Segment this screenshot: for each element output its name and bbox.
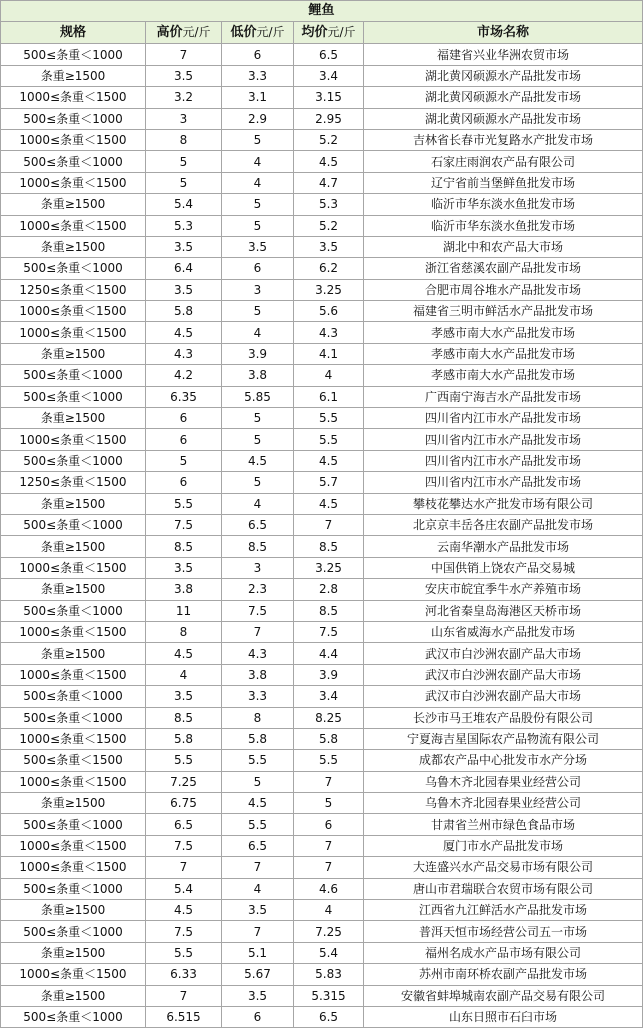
cell-avg-price: 5.3 (294, 194, 364, 215)
table-row (1, 129, 643, 150)
cell-low-price: 7 (222, 857, 294, 878)
table-row (1, 771, 643, 792)
cell-market-name: 四川省内江市水产品批发市场 (364, 408, 643, 429)
cell-avg-price: 4.6 (294, 878, 364, 899)
table-row (1, 579, 643, 600)
cell-avg-price: 7.25 (294, 921, 364, 942)
table-row (1, 365, 643, 386)
header-avg-price: 均价元/斤 (294, 22, 364, 44)
cell-avg-price: 5 (294, 793, 364, 814)
cell-avg-price: 6.5 (294, 44, 364, 65)
cell-high-price: 8 (146, 129, 222, 150)
table-body (1, 44, 643, 1028)
cell-high-price: 11 (146, 600, 222, 621)
cell-low-price: 5 (222, 301, 294, 322)
cell-avg-price: 6.2 (294, 258, 364, 279)
cell-spec: 条重≥1500 (1, 579, 146, 600)
cell-market-name: 厦门市水产品批发市场 (364, 835, 643, 856)
cell-spec: 条重≥1500 (1, 793, 146, 814)
cell-avg-price: 4 (294, 365, 364, 386)
cell-spec: 条重≥1500 (1, 900, 146, 921)
cell-low-price: 4.5 (222, 450, 294, 471)
cell-high-price: 5.4 (146, 878, 222, 899)
cell-low-price: 5.85 (222, 386, 294, 407)
cell-avg-price: 4 (294, 900, 364, 921)
cell-spec: 1000≤条重＜1500 (1, 322, 146, 343)
cell-high-price: 3.5 (146, 557, 222, 578)
cell-high-price: 7 (146, 44, 222, 65)
cell-high-price: 3.5 (146, 279, 222, 300)
table-row (1, 236, 643, 257)
cell-spec: 条重≥1500 (1, 194, 146, 215)
cell-high-price: 5.8 (146, 301, 222, 322)
cell-market-name: 浙江省慈溪农副产品批发市场 (364, 258, 643, 279)
cell-high-price: 5.3 (146, 215, 222, 236)
table-row (1, 493, 643, 514)
table-row (1, 450, 643, 471)
cell-market-name: 孝感市南大水产品批发市场 (364, 322, 643, 343)
cell-high-price: 3.8 (146, 579, 222, 600)
header-high-price: 高价元/斤 (146, 22, 222, 44)
cell-market-name: 安庆市皖宜季牛水产养殖市场 (364, 579, 643, 600)
cell-avg-price: 3.4 (294, 65, 364, 86)
header-row (1, 22, 643, 44)
cell-high-price: 8.5 (146, 707, 222, 728)
cell-spec: 条重≥1500 (1, 536, 146, 557)
cell-market-name: 四川省内江市水产品批发市场 (364, 450, 643, 471)
table-row (1, 707, 643, 728)
cell-market-name: 合肥市周谷堆水产品批发市场 (364, 279, 643, 300)
cell-spec: 500≤条重＜1000 (1, 600, 146, 621)
cell-market-name: 吉林省长春市光复路水产批发市场 (364, 129, 643, 150)
table-row (1, 942, 643, 963)
cell-market-name: 普洱天恒市场经营公司五一市场 (364, 921, 643, 942)
cell-avg-price: 8.25 (294, 707, 364, 728)
cell-market-name: 大连盛兴水产品交易市场有限公司 (364, 857, 643, 878)
table-row (1, 215, 643, 236)
cell-market-name: 四川省内江市水产品批发市场 (364, 472, 643, 493)
cell-high-price: 3 (146, 108, 222, 129)
table-row (1, 429, 643, 450)
table-row (1, 664, 643, 685)
cell-spec: 500≤条重＜1000 (1, 151, 146, 172)
cell-low-price: 4 (222, 493, 294, 514)
cell-market-name: 甘肃省兰州市绿色食品市场 (364, 814, 643, 835)
cell-spec: 条重≥1500 (1, 343, 146, 364)
cell-low-price: 5 (222, 472, 294, 493)
cell-spec: 500≤条重＜1000 (1, 258, 146, 279)
table-row (1, 258, 643, 279)
cell-avg-price: 7 (294, 514, 364, 535)
cell-high-price: 3.2 (146, 87, 222, 108)
cell-market-name: 乌鲁木齐北园春果业经营公司 (364, 771, 643, 792)
cell-spec: 500≤条重＜1000 (1, 686, 146, 707)
cell-low-price: 3.8 (222, 664, 294, 685)
table-row (1, 343, 643, 364)
cell-low-price: 4 (222, 878, 294, 899)
cell-high-price: 5.5 (146, 942, 222, 963)
cell-avg-price: 4.3 (294, 322, 364, 343)
cell-low-price: 4.3 (222, 643, 294, 664)
table-row (1, 87, 643, 108)
table-row (1, 878, 643, 899)
cell-market-name: 湖北黄冈硕源水产品批发市场 (364, 65, 643, 86)
table-row (1, 301, 643, 322)
cell-low-price: 3.3 (222, 686, 294, 707)
table-row (1, 65, 643, 86)
cell-low-price: 5 (222, 408, 294, 429)
table-row (1, 172, 643, 193)
cell-avg-price: 8.5 (294, 536, 364, 557)
cell-spec: 条重≥1500 (1, 643, 146, 664)
cell-spec: 1000≤条重＜1500 (1, 771, 146, 792)
cell-avg-price: 4.4 (294, 643, 364, 664)
cell-high-price: 6 (146, 472, 222, 493)
cell-high-price: 3.5 (146, 686, 222, 707)
cell-avg-price: 5.4 (294, 942, 364, 963)
cell-market-name: 唐山市君瑞联合农贸市场有限公司 (364, 878, 643, 899)
cell-low-price: 8.5 (222, 536, 294, 557)
header-low-price: 低价元/斤 (222, 22, 294, 44)
cell-spec: 条重≥1500 (1, 493, 146, 514)
cell-spec: 500≤条重＜1000 (1, 878, 146, 899)
cell-high-price: 6 (146, 408, 222, 429)
cell-low-price: 3.9 (222, 343, 294, 364)
cell-spec: 条重≥1500 (1, 985, 146, 1006)
cell-avg-price: 3.15 (294, 87, 364, 108)
cell-spec: 500≤条重＜1000 (1, 1006, 146, 1027)
cell-market-name: 临沂市华东淡水鱼批发市场 (364, 215, 643, 236)
table-row (1, 728, 643, 749)
cell-spec: 条重≥1500 (1, 408, 146, 429)
cell-avg-price: 5.2 (294, 129, 364, 150)
cell-market-name: 长沙市马王堆农产品股份有限公司 (364, 707, 643, 728)
cell-high-price: 7 (146, 985, 222, 1006)
cell-low-price: 3.5 (222, 236, 294, 257)
cell-market-name: 福建省兴业华洲农贸市场 (364, 44, 643, 65)
cell-spec: 500≤条重＜1000 (1, 450, 146, 471)
cell-low-price: 3.5 (222, 900, 294, 921)
cell-avg-price: 3.4 (294, 686, 364, 707)
cell-market-name: 湖北中和农产品大市场 (364, 236, 643, 257)
table-row (1, 985, 643, 1006)
cell-low-price: 2.9 (222, 108, 294, 129)
table-row (1, 964, 643, 985)
cell-high-price: 6.35 (146, 386, 222, 407)
cell-high-price: 6.75 (146, 793, 222, 814)
cell-low-price: 2.3 (222, 579, 294, 600)
cell-spec: 1250≤条重＜1500 (1, 279, 146, 300)
cell-high-price: 4.2 (146, 365, 222, 386)
cell-spec: 条重≥1500 (1, 65, 146, 86)
cell-low-price: 3.8 (222, 365, 294, 386)
cell-low-price: 3.5 (222, 985, 294, 1006)
table-head (1, 1, 643, 44)
table-row (1, 44, 643, 65)
cell-spec: 1000≤条重＜1500 (1, 728, 146, 749)
cell-high-price: 6.5 (146, 814, 222, 835)
cell-spec: 500≤条重＜1000 (1, 108, 146, 129)
cell-market-name: 福州名成水产品市场有限公司 (364, 942, 643, 963)
cell-spec: 500≤条重＜1000 (1, 44, 146, 65)
cell-spec: 1000≤条重＜1500 (1, 621, 146, 642)
cell-high-price: 6 (146, 429, 222, 450)
cell-avg-price: 6.5 (294, 1006, 364, 1027)
cell-high-price: 5.5 (146, 750, 222, 771)
cell-spec: 1000≤条重＜1500 (1, 215, 146, 236)
table-row (1, 835, 643, 856)
cell-market-name: 中国供销上饶农产品交易城 (364, 557, 643, 578)
table-row (1, 279, 643, 300)
cell-high-price: 4 (146, 664, 222, 685)
cell-avg-price: 3.5 (294, 236, 364, 257)
cell-market-name: 山东省威海水产品批发市场 (364, 621, 643, 642)
cell-low-price: 3.1 (222, 87, 294, 108)
table-row (1, 322, 643, 343)
cell-market-name: 山东日照市石臼市场 (364, 1006, 643, 1027)
cell-high-price: 7.5 (146, 921, 222, 942)
cell-spec: 500≤条重＜1500 (1, 750, 146, 771)
cell-low-price: 5.1 (222, 942, 294, 963)
cell-spec: 1000≤条重＜1500 (1, 87, 146, 108)
cell-avg-price: 7 (294, 857, 364, 878)
table-row (1, 621, 643, 642)
cell-market-name: 广西南宁海吉水产品批发市场 (364, 386, 643, 407)
cell-market-name: 福建省三明市鲜活水产品批发市场 (364, 301, 643, 322)
cell-low-price: 5.8 (222, 728, 294, 749)
cell-avg-price: 2.95 (294, 108, 364, 129)
cell-low-price: 4 (222, 322, 294, 343)
cell-high-price: 8.5 (146, 536, 222, 557)
table-title: 鲤鱼 (1, 1, 643, 22)
table-row (1, 108, 643, 129)
cell-market-name: 临沂市华东淡水鱼批发市场 (364, 194, 643, 215)
cell-high-price: 5.8 (146, 728, 222, 749)
cell-high-price: 4.5 (146, 643, 222, 664)
cell-high-price: 3.5 (146, 236, 222, 257)
cell-avg-price: 5.2 (294, 215, 364, 236)
cell-market-name: 湖北黄冈硕源水产品批发市场 (364, 108, 643, 129)
cell-market-name: 武汉市白沙洲农副产品大市场 (364, 664, 643, 685)
cell-avg-price: 4.5 (294, 450, 364, 471)
cell-spec: 1000≤条重＜1500 (1, 664, 146, 685)
cell-market-name: 宁夏海吉星国际农产品物流有限公司 (364, 728, 643, 749)
table-row (1, 750, 643, 771)
cell-low-price: 3 (222, 557, 294, 578)
table-row (1, 472, 643, 493)
cell-spec: 1250≤条重＜1500 (1, 472, 146, 493)
cell-avg-price: 4.5 (294, 493, 364, 514)
cell-high-price: 7.25 (146, 771, 222, 792)
cell-market-name: 云南华潮水产品批发市场 (364, 536, 643, 557)
cell-high-price: 5.4 (146, 194, 222, 215)
header-spec: 规格 (1, 22, 146, 44)
cell-spec: 1000≤条重＜1500 (1, 129, 146, 150)
table-row (1, 600, 643, 621)
cell-high-price: 7.5 (146, 835, 222, 856)
cell-avg-price: 7.5 (294, 621, 364, 642)
cell-avg-price: 6.1 (294, 386, 364, 407)
cell-avg-price: 5.7 (294, 472, 364, 493)
cell-low-price: 4.5 (222, 793, 294, 814)
cell-avg-price: 6 (294, 814, 364, 835)
header-market-name: 市场名称 (364, 22, 643, 44)
cell-low-price: 7.5 (222, 600, 294, 621)
cell-low-price: 8 (222, 707, 294, 728)
cell-high-price: 6.515 (146, 1006, 222, 1027)
cell-avg-price: 5.315 (294, 985, 364, 1006)
cell-avg-price: 5.5 (294, 408, 364, 429)
cell-spec: 1000≤条重＜1500 (1, 964, 146, 985)
cell-high-price: 5 (146, 151, 222, 172)
cell-low-price: 5 (222, 129, 294, 150)
cell-market-name: 孝感市南大水产品批发市场 (364, 365, 643, 386)
cell-low-price: 5 (222, 771, 294, 792)
table-row (1, 686, 643, 707)
cell-market-name: 乌鲁木齐北园春果业经营公司 (364, 793, 643, 814)
cell-market-name: 湖北黄冈硕源水产品批发市场 (364, 87, 643, 108)
cell-low-price: 5.67 (222, 964, 294, 985)
cell-market-name: 攀枝花攀达水产批发市场有限公司 (364, 493, 643, 514)
cell-market-name: 江西省九江鲜活水产品批发市场 (364, 900, 643, 921)
cell-low-price: 5 (222, 215, 294, 236)
table-row (1, 1006, 643, 1027)
cell-market-name: 北京京丰岳各庄农副产品批发市场 (364, 514, 643, 535)
table-row (1, 151, 643, 172)
cell-spec: 条重≥1500 (1, 942, 146, 963)
cell-spec: 1000≤条重＜1500 (1, 857, 146, 878)
cell-market-name: 安徽省蚌埠城南农副产品交易有限公司 (364, 985, 643, 1006)
cell-spec: 1000≤条重＜1500 (1, 172, 146, 193)
cell-avg-price: 3.9 (294, 664, 364, 685)
cell-avg-price: 4.5 (294, 151, 364, 172)
cell-spec: 1000≤条重＜1500 (1, 835, 146, 856)
table-row (1, 536, 643, 557)
cell-market-name: 四川省内江市水产品批发市场 (364, 429, 643, 450)
table-row (1, 514, 643, 535)
cell-low-price: 4 (222, 151, 294, 172)
cell-avg-price: 5.83 (294, 964, 364, 985)
cell-high-price: 7.5 (146, 514, 222, 535)
cell-avg-price: 5.5 (294, 750, 364, 771)
table-row (1, 643, 643, 664)
cell-low-price: 4 (222, 172, 294, 193)
table-row (1, 194, 643, 215)
cell-low-price: 5 (222, 429, 294, 450)
cell-spec: 500≤条重＜1000 (1, 365, 146, 386)
cell-market-name: 辽宁省前当堡鲜鱼批发市场 (364, 172, 643, 193)
cell-market-name: 孝感市南大水产品批发市场 (364, 343, 643, 364)
cell-market-name: 武汉市白沙洲农副产品大市场 (364, 686, 643, 707)
cell-low-price: 5 (222, 194, 294, 215)
table-row (1, 921, 643, 942)
cell-market-name: 石家庄雨润农产品有限公司 (364, 151, 643, 172)
cell-high-price: 6.33 (146, 964, 222, 985)
cell-low-price: 7 (222, 921, 294, 942)
cell-low-price: 6.5 (222, 835, 294, 856)
cell-low-price: 6 (222, 44, 294, 65)
cell-spec: 500≤条重＜1000 (1, 707, 146, 728)
cell-high-price: 3.5 (146, 65, 222, 86)
cell-high-price: 5 (146, 172, 222, 193)
cell-avg-price: 3.25 (294, 557, 364, 578)
cell-low-price: 5.5 (222, 750, 294, 771)
cell-low-price: 7 (222, 621, 294, 642)
cell-spec: 条重≥1500 (1, 236, 146, 257)
cell-high-price: 7 (146, 857, 222, 878)
cell-avg-price: 8.5 (294, 600, 364, 621)
table-row (1, 793, 643, 814)
table-row (1, 557, 643, 578)
cell-spec: 500≤条重＜1000 (1, 386, 146, 407)
table-row (1, 408, 643, 429)
cell-avg-price: 7 (294, 835, 364, 856)
cell-avg-price: 3.25 (294, 279, 364, 300)
cell-high-price: 6.4 (146, 258, 222, 279)
cell-high-price: 4.5 (146, 900, 222, 921)
cell-low-price: 5.5 (222, 814, 294, 835)
table-row (1, 814, 643, 835)
cell-high-price: 5 (146, 450, 222, 471)
cell-low-price: 6 (222, 1006, 294, 1027)
cell-avg-price: 7 (294, 771, 364, 792)
cell-low-price: 6 (222, 258, 294, 279)
cell-low-price: 6.5 (222, 514, 294, 535)
table-row (1, 386, 643, 407)
title-row (1, 1, 643, 22)
cell-avg-price: 2.8 (294, 579, 364, 600)
cell-avg-price: 5.8 (294, 728, 364, 749)
cell-market-name: 武汉市白沙洲农副产品大市场 (364, 643, 643, 664)
cell-spec: 500≤条重＜1000 (1, 814, 146, 835)
cell-avg-price: 5.5 (294, 429, 364, 450)
cell-spec: 1000≤条重＜1500 (1, 429, 146, 450)
cell-high-price: 4.5 (146, 322, 222, 343)
cell-market-name: 河北省秦皇岛海港区天桥市场 (364, 600, 643, 621)
cell-spec: 1000≤条重＜1500 (1, 557, 146, 578)
cell-avg-price: 4.7 (294, 172, 364, 193)
cell-spec: 500≤条重＜1000 (1, 921, 146, 942)
table-row (1, 900, 643, 921)
cell-high-price: 8 (146, 621, 222, 642)
cell-spec: 1000≤条重＜1500 (1, 301, 146, 322)
cell-high-price: 4.3 (146, 343, 222, 364)
cell-low-price: 3 (222, 279, 294, 300)
cell-high-price: 5.5 (146, 493, 222, 514)
cell-low-price: 3.3 (222, 65, 294, 86)
cell-market-name: 成都农产品中心批发市水产分场 (364, 750, 643, 771)
table-row (1, 857, 643, 878)
cell-avg-price: 4.1 (294, 343, 364, 364)
cell-avg-price: 5.6 (294, 301, 364, 322)
cell-market-name: 苏州市南环桥农副产品批发市场 (364, 964, 643, 985)
cell-spec: 500≤条重＜1000 (1, 514, 146, 535)
